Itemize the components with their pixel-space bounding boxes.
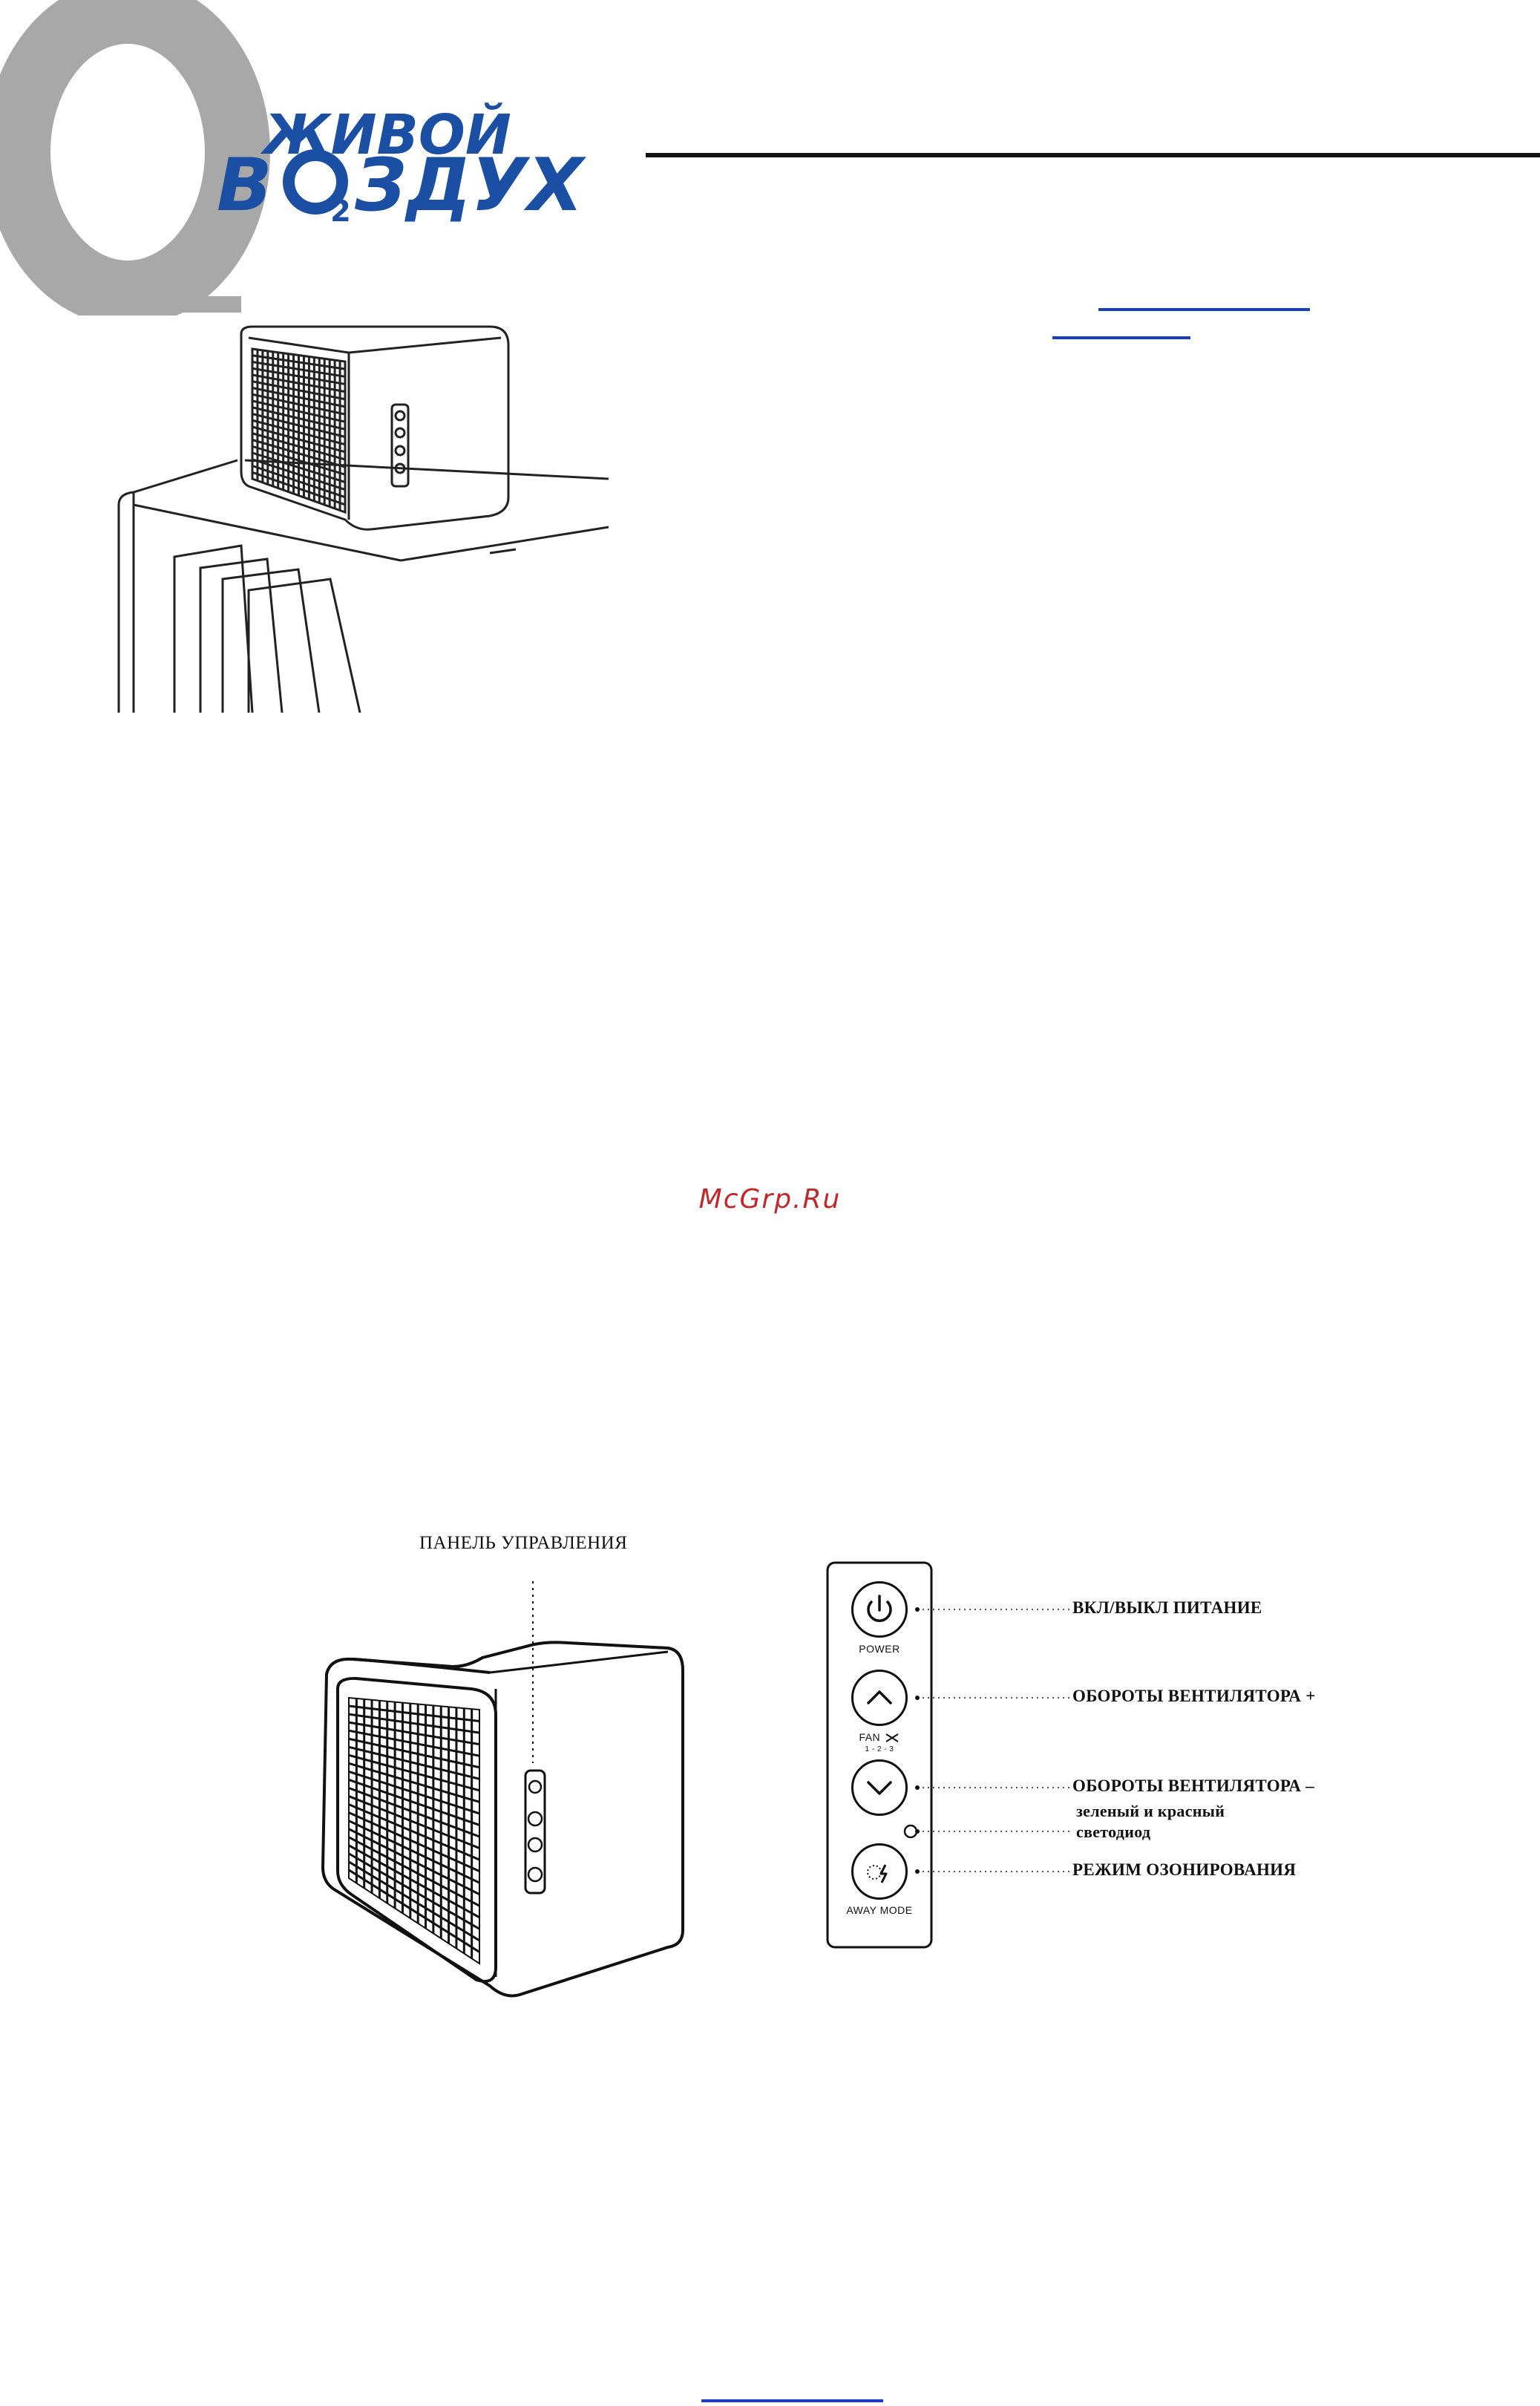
logo-line2-start: В bbox=[217, 143, 272, 228]
fan-caption bbox=[842, 1731, 917, 1744]
away-mode-caption: AWAY MODE bbox=[846, 1904, 913, 1916]
logo-o-ring bbox=[18, 11, 237, 293]
callout-fan-up: ОБОРОТЫ ВЕНТИЛЯТОРА + bbox=[1072, 1687, 1316, 1705]
chevron-down-icon bbox=[853, 1762, 905, 1814]
control-panel-diagram bbox=[820, 1555, 1399, 1956]
callout-fan-down: ОБОРОТЫ ВЕНТИЛЯТОРА – bbox=[1072, 1776, 1315, 1795]
link-underline-1[interactable] bbox=[1098, 308, 1310, 311]
power-caption: POWER bbox=[859, 1643, 900, 1655]
header-rule bbox=[646, 153, 1540, 157]
grille-bar bbox=[349, 1779, 479, 1825]
fan-caption-label: FAN bbox=[859, 1731, 881, 1743]
chevron-up-icon bbox=[853, 1672, 905, 1724]
grille-bar bbox=[349, 1714, 479, 1733]
fan-up-button[interactable] bbox=[851, 1670, 908, 1726]
power-icon bbox=[853, 1583, 905, 1635]
link-underline-2[interactable] bbox=[1052, 336, 1190, 339]
grille-bar bbox=[349, 1837, 479, 1906]
footer-link-underline[interactable] bbox=[701, 2399, 883, 2402]
control-panel-title: ПАНЕЛЬ УПРАВЛЕНИЯ bbox=[419, 1533, 628, 1553]
purifier-front-illustration bbox=[312, 1540, 698, 2008]
fan-speed-caption: 1 - 2 - 3 bbox=[865, 1745, 894, 1753]
away-mode-button[interactable] bbox=[851, 1843, 908, 1900]
logo-o2-subscript: 2 bbox=[330, 194, 351, 229]
logo-line1: ЖИВОЙ bbox=[263, 103, 511, 167]
brand-logo bbox=[0, 0, 623, 316]
fan-down-button[interactable] bbox=[851, 1759, 908, 1816]
power-button[interactable] bbox=[851, 1581, 908, 1638]
grille-bar bbox=[349, 1771, 479, 1814]
grille-bar bbox=[349, 1755, 479, 1791]
fan-icon bbox=[884, 1732, 900, 1744]
callout-led-line1: зеленый и красный bbox=[1076, 1802, 1225, 1820]
away-mode-icon bbox=[853, 1846, 905, 1897]
purifier-on-shelf-illustration bbox=[104, 323, 616, 713]
logo-line2-end: ЗДУХ bbox=[355, 143, 584, 228]
callout-power: ВКЛ/ВЫКЛ ПИТАНИЕ bbox=[1072, 1598, 1262, 1617]
callout-led-line2: светодиод bbox=[1076, 1823, 1151, 1841]
led-indicator-icon bbox=[905, 1825, 917, 1837]
callout-away-mode: РЕЖИМ ОЗОНИРОВАНИЯ bbox=[1072, 1860, 1297, 1879]
watermark: McGrp.Ru bbox=[698, 1184, 842, 1215]
